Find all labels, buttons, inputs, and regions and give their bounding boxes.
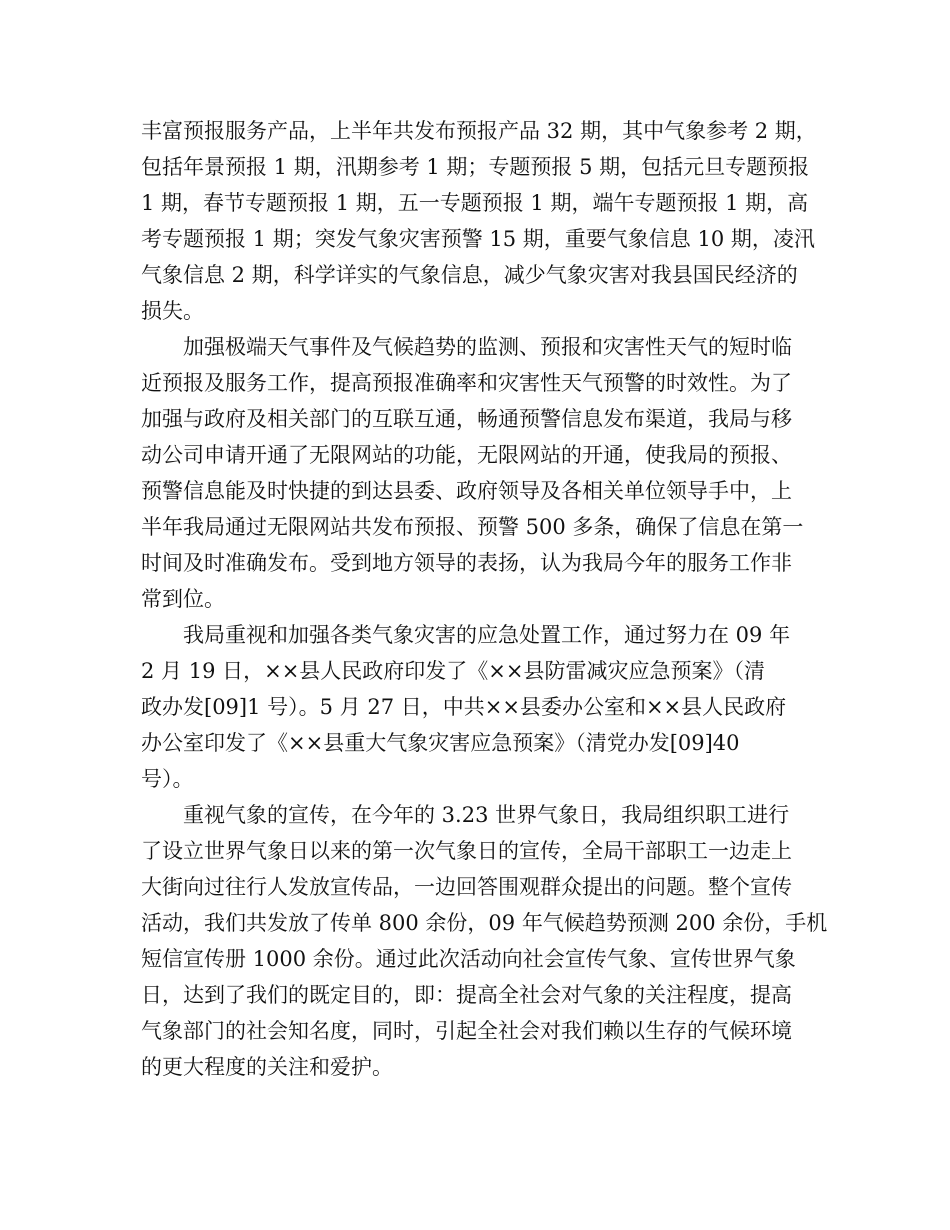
text-line: 的更大程度的关注和爱护。 — [141, 1055, 393, 1079]
text-line: 加强极端天气事件及气候趋势的监测、预报和灾害性天气的短时临 — [183, 335, 792, 359]
text-line: 办公室印发了《××县重大气象灾害应急预案》（清党办发[09]40 — [141, 731, 740, 755]
text-line: 政办发[09]1 号）。5 月 27 日，中共××县委办公室和××县人民政府 — [141, 695, 787, 719]
text-line: 半年我局通过无限网站共发布预报、预警 500 多条，确保了信息在第一 — [141, 515, 804, 539]
text-line: 考专题预报 1 期；突发气象灾害预警 15 期，重要气象信息 10 期，凌汛 — [141, 227, 815, 251]
text-line: 动公司申请开通了无限网站的功能，无限网站的开通，使我局的预报、 — [141, 443, 792, 467]
text-line: 日，达到了我们的既定目的，即：提高全社会对气象的关注程度，提高 — [141, 983, 792, 1007]
text-line: 号）。 — [141, 767, 194, 791]
text-line: 时间及时准确发布。受到地方领导的表扬，认为我局今年的服务工作非 — [141, 551, 792, 575]
text-line: 了设立世界气象日以来的第一次气象日的宣传，全局干部职工一边走上 — [141, 839, 792, 863]
paragraph-publicity — [141, 797, 831, 1085]
paragraph-forecast-products — [141, 113, 831, 329]
text-line: 包括年景预报 1 期，汛期参考 1 期；专题预报 5 期，包括元旦专题预报 — [141, 155, 810, 179]
paragraph-emergency-plans — [141, 617, 831, 797]
text-line: 大街向过往行人发放宣传品，一边回答围观群众提出的问题。整个宣传 — [141, 875, 792, 899]
text-line: 预警信息能及时快捷的到达县委、政府领导及各相关单位领导手中，上 — [141, 479, 792, 503]
text-line: 短信宣传册 1000 余份。通过此次活动向社会宣传气象、宣传世界气象 — [141, 947, 796, 971]
text-line: 损失。 — [141, 299, 204, 323]
text-line: 气象部门的社会知名度，同时，引起全社会对我们赖以生存的气候环境 — [141, 1019, 792, 1043]
text-line: 2 月 19 日，××县人民政府印发了《××县防雷减灾应急预案》（清 — [141, 659, 765, 683]
text-line: 我局重视和加强各类气象灾害的应急处置工作，通过努力在 09 年 — [183, 623, 791, 647]
text-line: 气象信息 2 期，科学详实的气象信息，减少气象灾害对我县国民经济的 — [141, 263, 798, 287]
paragraph-extreme-weather-service — [141, 329, 831, 617]
text-line: 加强与政府及相关部门的互联互通，畅通预警信息发布渠道，我局与移 — [141, 407, 792, 431]
text-line: 丰富预报服务产品，上半年共发布预报产品 32 期，其中气象参考 2 期， — [141, 119, 817, 143]
text-line: 常到位。 — [141, 587, 225, 611]
text-line: 重视气象的宣传，在今年的 3.23 世界气象日，我局组织职工进行 — [183, 803, 790, 827]
text-line: 近预报及服务工作，提高预报准确率和灾害性天气预警的时效性。为了 — [141, 371, 792, 395]
text-line: 活动，我们共发放了传单 800 余份，09 年气候趋势预测 200 余份，手机 — [141, 911, 828, 935]
document-body — [141, 113, 831, 1085]
text-line: 1 期，春节专题预报 1 期，五一专题预报 1 期，端午专题预报 1 期，高 — [141, 191, 809, 215]
